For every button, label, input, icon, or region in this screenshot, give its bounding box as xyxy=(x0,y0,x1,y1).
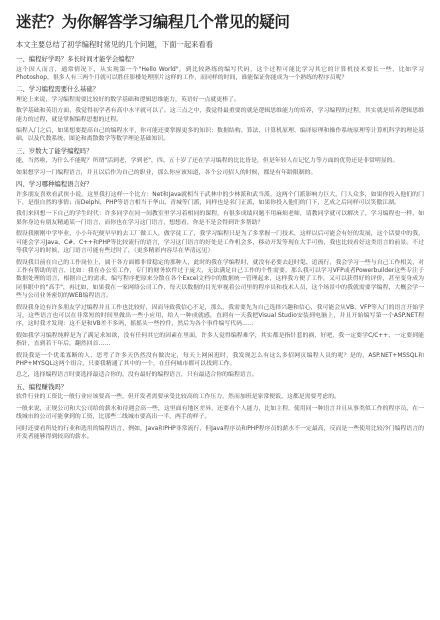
paragraph: 理论上来说，学习编程需要比较好的数学基础和逻辑思维能力，英语好一点就更棒了。 xyxy=(16,96,240,103)
section-heading: 一、编程好学吗？多长时间才能学会编程？ xyxy=(16,55,138,63)
paragraph: 假设我目前在自己的工作岗位上，属于各方面都非常稳定的那种人，此时的我在学编程时，就没有必要去赶时髦、追流行，我会学习一些与自己工作相关，对工作有帮助的语言，比如：我在办公室工作，专门的财务软件过于庞大，无法满足自己工作的个性需要，那么我可以学习VFP或者Powerbuilder这些专注于数据处理的语言，根据自己的需求，编写程序把原来分散在各个Excel文档中的数据统一管理起来，这样我方便了工作，又可以获得好的评价，甚至变身成为同事眼中的"高手"，再比如，如果我在一家网络公司工作，每天以数据的目光审视着公司里的程序员和技术人员，这个场景中的我就需要学编程，大概会学一些与公司业务密切的WEB编程语言。 xyxy=(16,259,424,300)
paragraph: 软件行业的工资比一般行业应该要高一些，但开发者需要承受比较高的工作压力，然而加班是家常便饭，这都是需要考虑的。 xyxy=(16,394,340,401)
section-prerequisites xyxy=(16,85,424,144)
paragraph: 一般来说，正规公司和大公司给的薪水和待遇会高一些，这里面有地区差异，还要看个人能力，比如主程，使用同一种语言并且从事类似工作的程序员，在一线城市的公司可能拿到的工资，比那些二线城市要高出一半，两手的样子。 xyxy=(16,405,424,421)
paragraph: 能，当然啦，为什么不能呢？所谓"活到老，学到老"，四、五十岁了还在学习编程的比比皆是，但是年轻人在记忆力等方面的优势还是非常明显的。 xyxy=(16,158,399,165)
article-intro: 本文主要总结了初学编程时常见的几个问题，下面一起来看看 xyxy=(16,40,214,49)
paragraph: 许多朋友喜欢看武侠小说，这里我打这样一个比方：Net和Java就相当于武林中的少林派和武当派，这两个门派影响力巨大，门人众多，如果你投入他们的门下，是很自然的事情；而Delphi、PHP等语言相当于华山、青城等门派，同样也是名门正派，如果你投入他们的门下，艺成之后同样可以笑傲江湖。 xyxy=(16,191,424,207)
section-age xyxy=(16,147,424,177)
section-salary xyxy=(16,383,424,442)
paragraph: 这个因人而言，通常情况下，从实现第一个"Hello World"，到比较熟练的编写代码，这个过程可能比学习其它的计算机技术要长一些，比如学习Photoshop，很多人有三两个月就可以胜任影楼处理照片这样的工作，而同样的时间，谁能保证你能成为一个熟练的程序员呢？ xyxy=(16,66,424,81)
section-learning-time xyxy=(16,55,424,82)
paragraph: 如果想学习一门编程语言，并且以后作为自己的职业，那么你应该知道，各个公司招人的时候，都是有年龄限制的。 xyxy=(16,169,317,176)
section-heading: 三、岁数大了能学编程吗？ xyxy=(16,146,93,155)
section-heading: 四、学习哪种编程语言好？ xyxy=(16,180,93,189)
paragraph: 假设我是一个优柔寡断的人，思考了许多天仍然没有做决定，每天上网闲逛时，我发现怎么有这么多招网页编程人员的呢？是的，ASP.NET+MSSQL和PHP+MYSQL这两个组合，只要我精通了其中的一个，在任何城市都可以找到工作。 xyxy=(16,352,424,367)
paragraph: 同时还要看所处的行业和选用的编程语言，例如，Java和PHP非常流行，但Java程序员和PHP程序员的薪水不一定最高，反而是一些使用比较冷门编程语言的开发者能够得到较高的薪水。 xyxy=(16,425,424,440)
paragraph: 假设我身边有许多朋友学过编程并且工作也比较好，因而导致我信心不足，那么，我需要先为自己选择兴趣和信心，我可能会从VB、VFP等入门的语言开始学习，这些语言也可以在非常短的时间里做出一些小应用，给人一种成就感，直到有一天我把Visual Studio安装到电脑上，并且开始编写第一个ASP.NET程序，这时我才发现：这不是和VB差不多吗，摇摇头一些控件，然后为各个事件编写代码…… xyxy=(16,304,424,328)
paragraph: 假如我学习编程纯粹是为了满足求知欲，没有任何其它的因素在里面，许多人觉得编程难学，其实都是指针惹的祸，好吧，我一定要学C/C++，一定要到能指针，直到若干年后，翻然回首…… xyxy=(16,332,424,348)
paragraph: 假设我刚刚中学毕业，小小年纪便早早的去工厂做工人，做学徒工了，我学习编程只是为了多掌握一门技术，这样以后可能会有好的发展，这个话要中的我，可能会学习Java、C#、C++和PHP等比较流行的语言，学习这门语言的好处是工作机会多，移动开发等现在大手可热，我也比较看好这类语言的前景。不过等我学习的时候，这门语言可能有些过时了，（更多精彩内容尽在华清远见） xyxy=(16,231,424,255)
section-heading: 五、编程赚钱吗？ xyxy=(16,382,68,391)
paragraph: 编程入门之后，如果想要提高自己的编程水平，你可能还要掌握更多的知识：数据结构、算法、计算机原理、编译原理和操作系统原理等计算机科学的理论基础，以及代数系统、图论和离散数学等数学理论基础知识。 xyxy=(16,128,424,143)
article-title: 迷茫？为你解答学习编程几个常见的疑问 xyxy=(16,13,290,31)
paragraph: 我们来回想一下自己的学生时代：许多同学在同一间教室里学习着相同的课程，有很多成绩问题不用麻烦老师，请教同学就可以解决了，学习编程也一样，如果你身边有朋友精通某一门语言，而你也在学习这门语言，想想看，你是不是会得到许多帮助？ xyxy=(16,211,424,226)
paragraph: 总之，选择编程语言时要选择最适合你的，没有最好的编程语言，只有最适合你的编程语言。 xyxy=(16,372,258,379)
paragraph: 数学基础和英语方面，我觉得初学者有高中水平就可以了。这三点之中，我觉得最重要的就是逻辑思维能力的培养，学习编程的过程，其实就是培养逻辑思维能力的过程，就是掌握编程思想的过程。 xyxy=(16,108,424,123)
section-which-language xyxy=(16,180,424,380)
section-heading: 二、学习编程需要什么基础？ xyxy=(16,85,100,94)
